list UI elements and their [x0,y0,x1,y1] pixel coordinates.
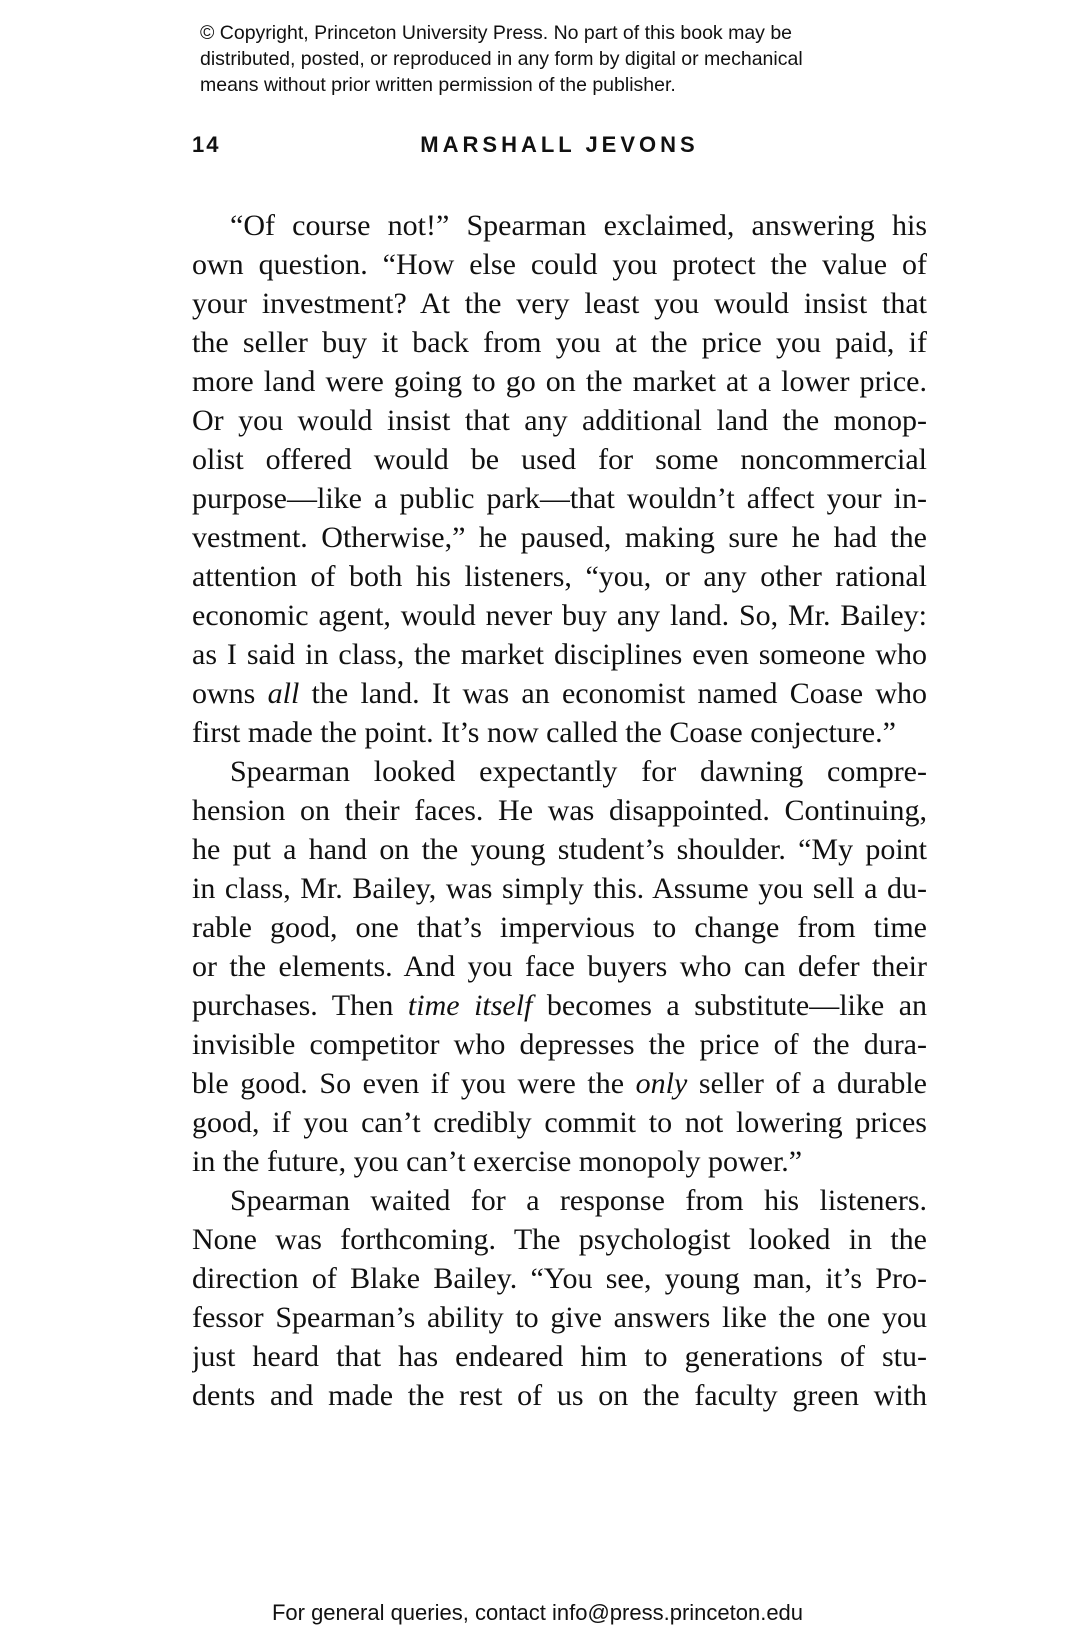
copyright-line: distributed, posted, or reproduced in any form by digital or mechanical [200,48,803,70]
text-line: good, if you can’t credibly commit to not lowering prices [192,1106,927,1139]
footer-contact: For general queries, contact info@press.princeton.edu [271,1600,804,1625]
text-line: Or you would insist that any additional land the monop- [192,404,927,437]
body-text [192,206,927,1415]
text-line: direction of Blake Bailey. “You see, young man, it’s Pro- [192,1262,927,1295]
text-line: economic agent, would never buy any land. So, Mr. Bailey: [192,599,927,632]
running-head [192,132,927,162]
text-line: own question. “How else could you protect the value of [192,248,927,281]
text-line: the seller buy it back from you at the price you paid, if [192,326,927,359]
text-line: hension on their faces. He was disappointed. Continuing, [192,794,927,827]
emphasis: all [267,677,300,710]
text-line: invisible competitor who depresses the price of the dura- [192,1028,927,1061]
text-line: in the future, you can’t exercise monopoly power.” [192,1145,803,1178]
text-line: just heard that has endeared him to generations of stu- [192,1340,927,1373]
text-line: Spearman waited for a response from his listeners. [230,1184,927,1217]
text-line: attention of both his listeners, “you, or any other rational [192,560,927,593]
copyright-line: means without prior written permission of the publisher. [200,74,676,96]
text-line: more land were going to go on the market at a lower price. [192,365,927,398]
text-line: None was forthcoming. The psychologist looked in the [192,1223,927,1256]
page-number: 14 [192,132,221,157]
text-line: in class, Mr. Bailey, was simply this. Assume you sell a du- [192,872,927,905]
text-line: your investment? At the very least you would insist that [192,287,927,320]
text-line: Spearman looked expectantly for dawning compre- [230,755,927,788]
text-line: purpose—like a public park—that wouldn’t affect your in- [192,482,927,515]
text-line: dents and made the rest of us on the faculty green with [192,1379,927,1412]
text-line: rable good, one that’s impervious to change from time [192,911,927,944]
text-line: purchases. Then time itself becomes a substitute—like an [192,989,927,1022]
text-line: olist offered would be used for some noncommercial [192,443,927,476]
emphasis: time itself [407,989,533,1022]
text-line: vestment. Otherwise,” he paused, making sure he had the [192,521,927,554]
text-line: ble good. So even if you were the only seller of a durable [192,1067,927,1100]
text-line: or the elements. And you face buyers who can defer their [192,950,927,983]
text-line: he put a hand on the young student’s shoulder. “My point [192,833,927,866]
emphasis: only [635,1067,688,1100]
text-line: owns all the land. It was an economist named Coase who [192,677,927,710]
running-head-author: MARSHALL JEVONS [420,132,699,157]
copyright-notice [200,20,900,98]
text-line: as I said in class, the market disciplines even someone who [192,638,927,671]
text-line: “Of course not!” Spearman exclaimed, answering his [230,209,927,242]
text-line: first made the point. It’s now called the Coase conjecture.” [192,716,896,749]
copyright-line: © Copyright, Princeton University Press. No part of this book may be [200,22,793,44]
text-line: fessor Spearman’s ability to give answers like the one you [192,1301,927,1334]
